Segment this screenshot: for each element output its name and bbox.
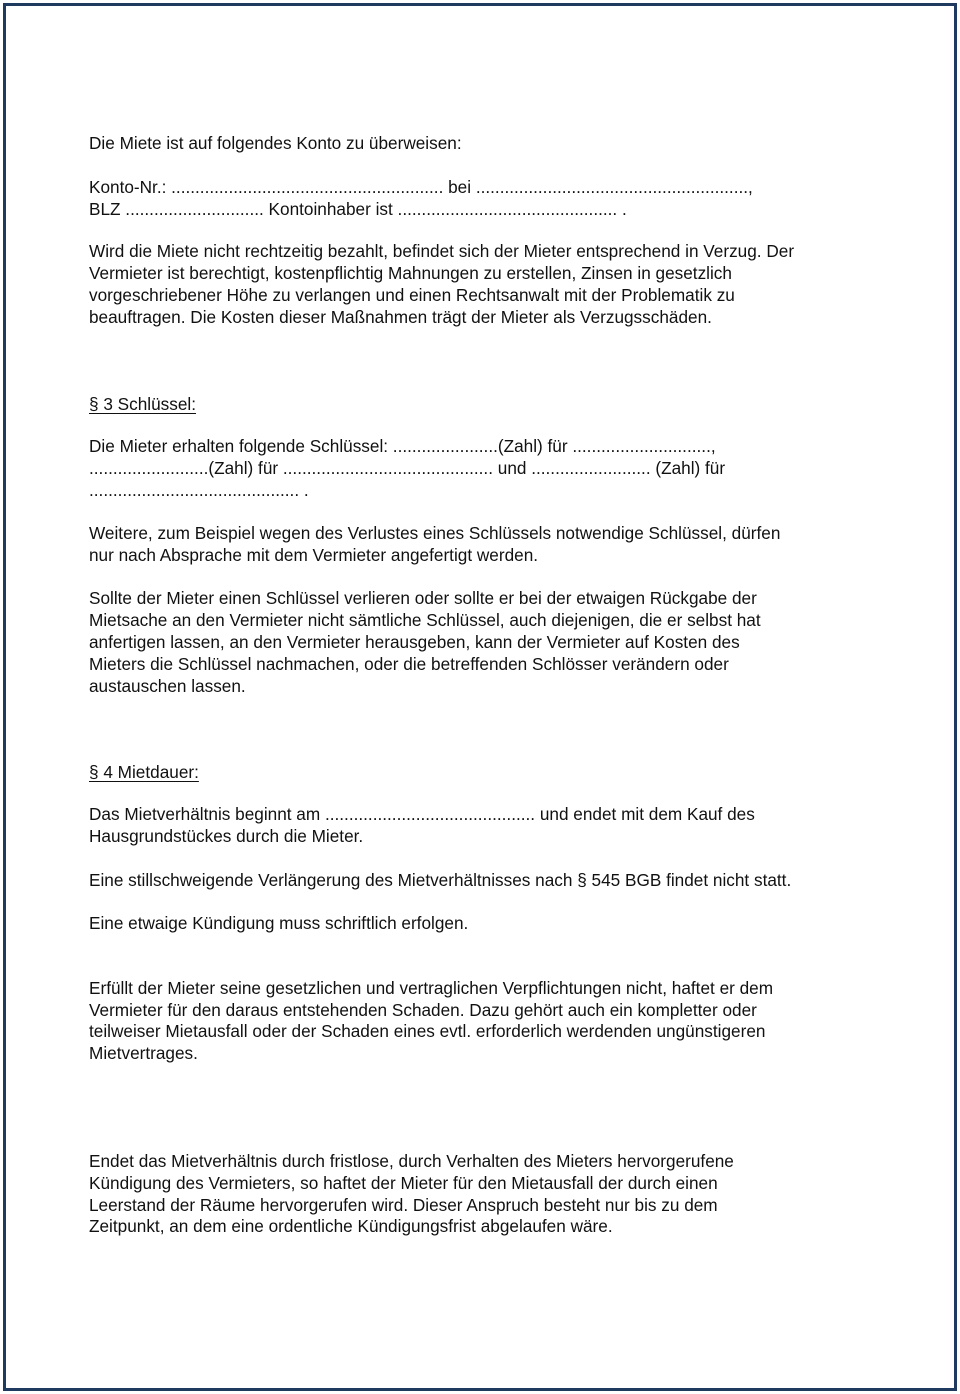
bank-code-line: BLZ ............................. Kontoinhaber ist .............................................. .	[89, 199, 627, 219]
liability-line: Vermieter für den daraus entstehenden Schaden. Dazu gehört auch ein kompletter oder	[89, 1000, 757, 1020]
key-loss-line: Mieters die Schlüssel nachmachen, oder die betreffenden Schlösser verändern oder	[89, 654, 729, 674]
payment-intro: Die Miete ist auf folgendes Konto zu überweisen:	[89, 133, 462, 153]
default-paragraph-line: vorgeschriebener Höhe zu verlangen und einen Rechtsanwalt mit der Problematik zu	[89, 285, 735, 305]
early-end-line: Leerstand der Räume hervorgerufen wird. Dieser Anspruch besteht nur bis zu dem	[89, 1195, 718, 1215]
additional-keys-line: Weitere, zum Beispiel wegen des Verlustes eines Schlüssels notwendige Schlüssel, dürfen	[89, 523, 781, 543]
default-paragraph-line: Vermieter ist berechtigt, kostenpflichtig Mahnungen zu erstellen, Zinsen in gesetzlich	[89, 263, 732, 283]
liability-line: teilweiser Mietausfall oder der Schaden eines evtl. erforderlich werdenden ungünstigeren	[89, 1021, 766, 1041]
account-number-line: Konto-Nr.: ......................................................... bei .........................................................,	[89, 177, 753, 197]
lease-start-line: Hausgrundstückes durch die Mieter.	[89, 826, 364, 846]
keys-line: ............................................ .	[89, 480, 309, 500]
early-end-line: Zeitpunkt, an dem eine ordentliche Kündigungsfrist abgelaufen wäre.	[89, 1216, 613, 1236]
key-loss-line: Mietsache an den Vermieter nicht sämtliche Schlüssel, auch diejenigen, die er selbst hat	[89, 610, 761, 630]
key-loss-line: anfertigen lassen, an den Vermieter herausgeben, kann der Vermieter auf Kosten des	[89, 632, 740, 652]
lease-start-line: Das Mietverhältnis beginnt am ............................................ und endet mit dem Kauf des	[89, 804, 755, 824]
no-extension-line: Eine stillschweigende Verlängerung des Mietverhältnisses nach § 545 BGB findet nicht statt.	[89, 870, 792, 890]
termination-form-line: Eine etwaige Kündigung muss schriftlich erfolgen.	[89, 913, 469, 933]
key-loss-line: Sollte der Mieter einen Schlüssel verlieren oder sollte er bei der etwaigen Rückgabe der	[89, 588, 757, 608]
liability-line: Mietvertrages.	[89, 1043, 198, 1063]
liability-line: Erfüllt der Mieter seine gesetzlichen und vertraglichen Verpflichtungen nicht, haftet er dem	[89, 978, 774, 998]
early-end-line: Endet das Mietverhältnis durch fristlose, durch Verhalten des Mieters hervorgerufene	[89, 1151, 734, 1171]
key-loss-line: austauschen lassen.	[89, 676, 246, 696]
keys-line: Die Mieter erhalten folgende Schlüssel: ......................(Zahl) für .............................,	[89, 436, 716, 456]
section-3-heading: § 3 Schlüssel:	[89, 394, 197, 414]
early-end-line: Kündigung des Vermieters, so haftet der Mieter für den Mietausfall der durch einen	[89, 1173, 718, 1193]
default-paragraph-line: Wird die Miete nicht rechtzeitig bezahlt, befindet sich der Mieter entsprechend in Verzug. Der	[89, 241, 795, 261]
keys-line: .........................(Zahl) für ............................................ und ......................... (Zahl) für	[89, 458, 726, 478]
default-paragraph-line: beauftragen. Die Kosten dieser Maßnahmen trägt der Mieter als Verzugsschäden.	[89, 307, 712, 327]
section-4-heading: § 4 Mietdauer:	[89, 762, 199, 782]
additional-keys-line: nur nach Absprache mit dem Vermieter angefertigt werden.	[89, 545, 539, 565]
